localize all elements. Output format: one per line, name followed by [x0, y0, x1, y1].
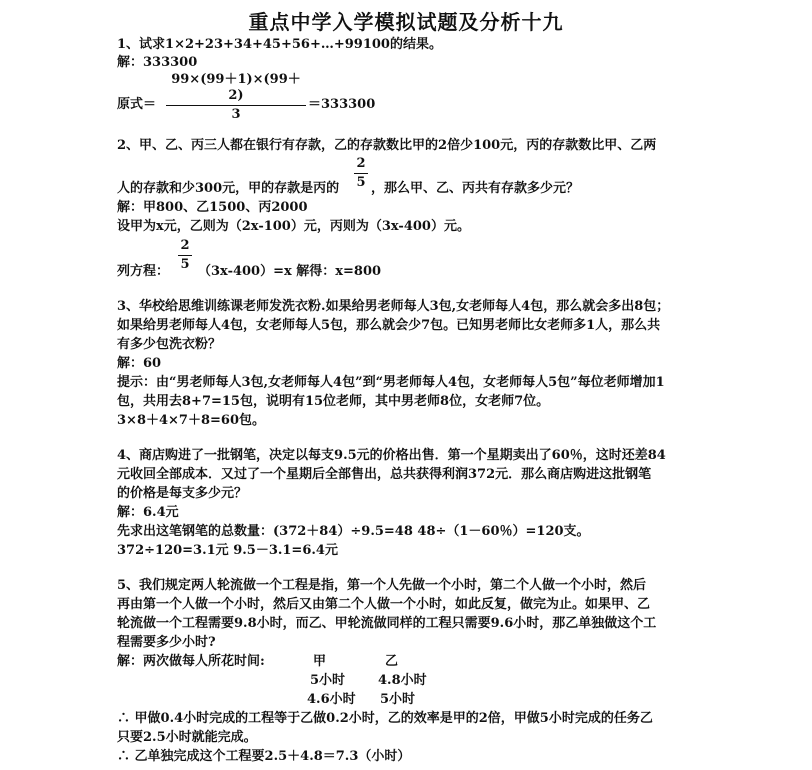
q1-result: ＝333300 — [308, 97, 376, 112]
q1-numerator: 99×(99＋1)×(99＋2) — [171, 72, 301, 103]
q1-denominator: 3 — [231, 107, 241, 122]
fraction-bar — [166, 105, 306, 106]
q5-col-a: 甲 — [313, 654, 327, 669]
q3-answer: 解：60 — [117, 356, 162, 371]
q5-line3: 轮流做一个工程需要9.8小时，而乙、甲轮流做同样的工程只需要9.6小时，那乙单独做这个工 — [117, 616, 657, 631]
page-title: 重点中学入学模拟试题及分析十九 — [248, 10, 564, 34]
q3-hint1: 提示：由“男老师每人3包,女老师每人4包”到“男老师每人4包，女老师每人5包”每位老师增加1 — [117, 375, 665, 390]
q4-answer: 解：6.4元 — [117, 505, 179, 520]
q2-line2-pre: 人的存款和少300元，甲的存款是丙的 — [117, 181, 340, 196]
q2-frac-num: 2 — [356, 156, 366, 171]
q2-line2-post: ，那么甲、乙、丙共有存款多少元？ — [371, 181, 580, 196]
q5-col-b: 乙 — [385, 654, 399, 669]
q2-eq-lead: 列方程： — [117, 264, 170, 279]
q2-eq-fraction — [178, 238, 192, 273]
q5-row1-b: 4.8小时 — [378, 673, 427, 688]
q5-line4: 程需要多少小时? — [117, 635, 216, 650]
q5-line1: 5、我们规定两人轮流做一个工程是指，第一个人先做一个小时，第二个人做一个小时，然后 — [117, 578, 647, 593]
q4-line1: 4、商店购进了一批钢笔，决定以每支9.5元的价格出售．第一个星期卖出了60％，这时还差84 — [117, 448, 666, 463]
q1-answer: 解：333300 — [117, 55, 198, 70]
q3-hint2: 包，共用去8+7=15包，说明有15位老师，其中男老师8位，女老师7位。 — [117, 394, 550, 409]
q3-calc: 3×8＋4×7＋8=60包。 — [117, 413, 265, 428]
fraction-bar — [178, 255, 192, 256]
q5-answer-lead: 解：两次做每人所花时间: — [117, 654, 265, 669]
q2-answer: 解：甲800、乙1500、丙2000 — [117, 200, 308, 215]
q5-row2-a: 4.6小时 — [307, 692, 356, 707]
q4-line3: 的价格是每支多少元？ — [117, 486, 248, 501]
q1-question: 1、试求1×2+23+34+45+56+…+99100的结果。 — [117, 37, 442, 52]
q5-conclusion2: 只要2.5小时就能完成。 — [117, 730, 257, 745]
q4-line2: 元收回全部成本．又过了一个星期后全部售出，总共获得利润372元．那么商店购进这批钢笔 — [117, 467, 652, 482]
q3-line2: 如果给男老师每人4包，女老师每人5包，那么就会少7包。已知男老师比女老师多1人，那么共 — [117, 318, 661, 333]
q4-step1: 先求出这笔钢笔的总数量：(372＋84）÷9.5=48 48÷（1－60％）=120支。 — [117, 524, 590, 539]
q1-lead: 原式＝ — [117, 97, 157, 112]
q3-line1: 3、华校给思维训练课老师发洗衣粉.如果给男老师每人3包,女老师每人4包，那么就会多出8包； — [117, 299, 670, 314]
q2-fraction — [354, 156, 368, 191]
q5-conclusion3: ∴ 乙单独完成这个工程要2.5＋4.8＝7.3（小时） — [117, 749, 411, 764]
q5-line2: 再由第一个人做一个小时，然后又由第二个人做一个小时，如此反复，做完为止。如果甲、乙 — [117, 597, 651, 612]
q2-line1: 2、甲、乙、丙三人都在银行有存款，乙的存款数比甲的2倍少100元，丙的存款数比甲、乙两 — [117, 138, 657, 153]
q2-frac-den: 5 — [356, 175, 366, 190]
q4-step2: 372÷120=3.1元 9.5－3.1=6.4元 — [117, 543, 338, 558]
q2-eq-post: （3x-400）=x 解得：x=800 — [198, 264, 382, 279]
q5-row2-b: 5小时 — [380, 692, 416, 707]
q5-conclusion1: ∴ 甲做0.4小时完成的工程等于乙做0.2小时，乙的效率是甲的2倍，甲做5小时完成的任务乙 — [117, 711, 653, 726]
q2-eq-den: 5 — [180, 257, 190, 272]
fraction-bar — [354, 173, 368, 174]
q2-eq-num: 2 — [180, 238, 190, 253]
q2-setup: 设甲为x元，乙则为（2x-100）元，丙则为（3x-400）元。 — [117, 219, 470, 234]
q1-fraction — [166, 72, 306, 123]
q5-row1-a: 5小时 — [310, 673, 346, 688]
q3-line3: 有多少包洗衣粉？ — [117, 337, 222, 352]
